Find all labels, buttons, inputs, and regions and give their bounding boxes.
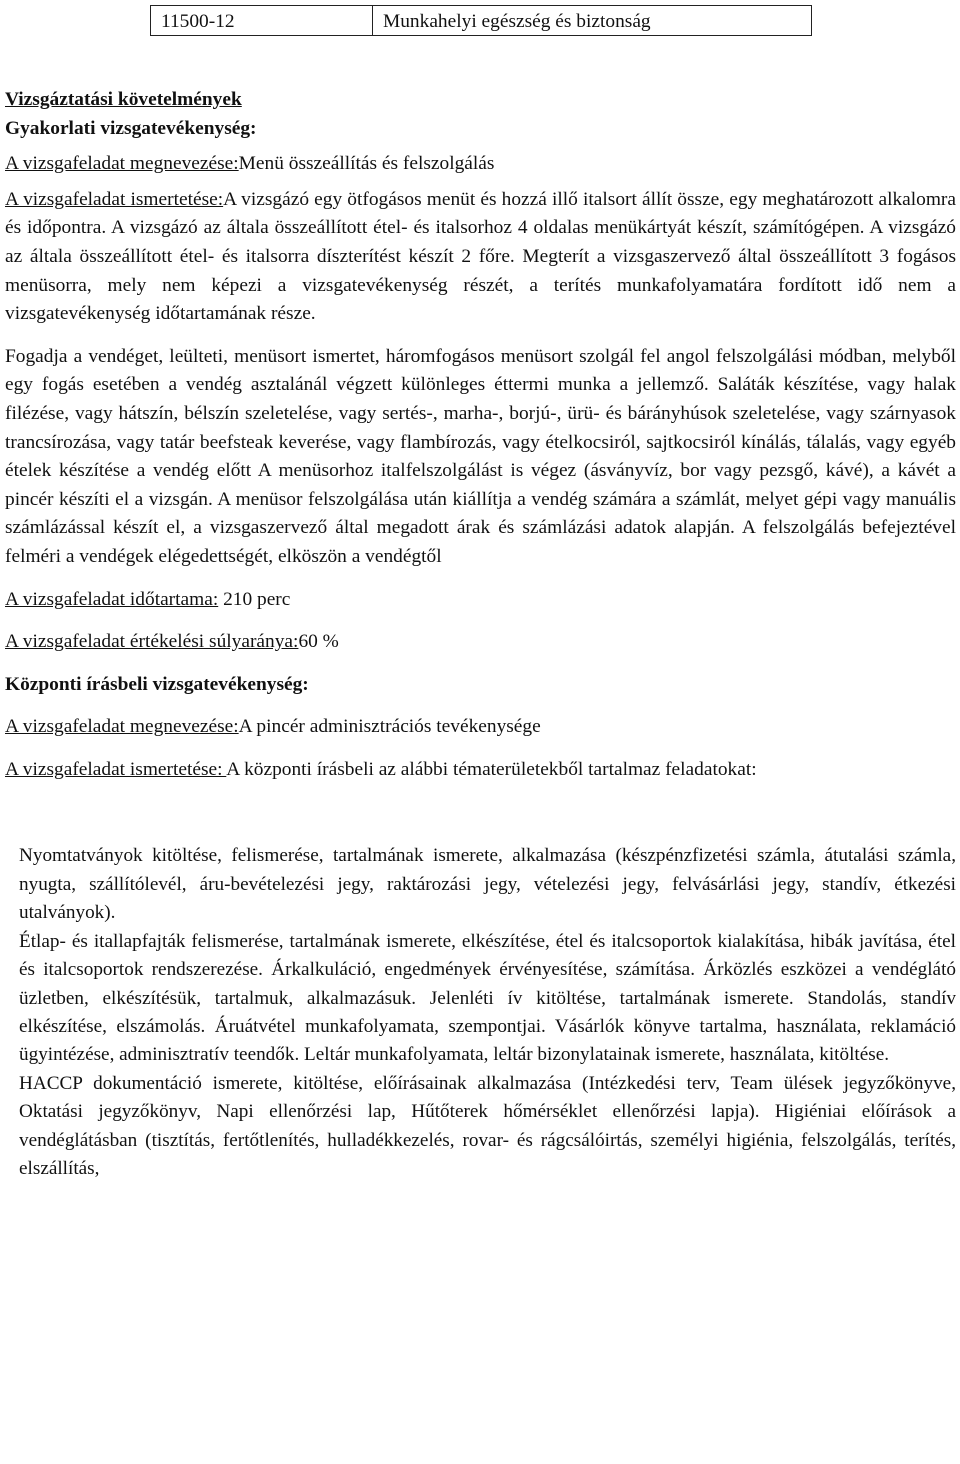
practical-name: [5, 150, 956, 179]
header-table: [150, 5, 812, 36]
practical-name-value: Menü összeállítás és felszolgálás: [238, 153, 495, 175]
written-description: [5, 756, 956, 785]
topic-paragraph: HACCP dokumentáció ismerete, kitöltése, előírásainak alkalmazása (Intézkedési terv, Team ülések jegyzőkönyve, Oktatási jegyzőkönyv, Napi ellenőrzési lap, Hűtőterek hőmérséklet ellenőrzési lapja). Higiéniai előírások a vendéglátásban (tisztítás, fertőtlenítés, hulladékkezelés, rovar- és rágcsálóirtás, személyi higiénia, felszolgálás, terítés, elszállítás,: [19, 1072, 956, 1179]
practical-desc-label: A vizsgafeladat ismertetése:: [5, 188, 224, 210]
written-desc-value: A központi írásbeli az alábbi tématerületekből tartalmaz feladatokat:: [226, 758, 757, 780]
practical-desc-value: A vizsgázó egy ötfogásos menüt és hozzá illő italsort állít össze, egy meghatározott alkalomra és időpontra. A vizsgázó az általa összeállított étel- és italsorhoz 4 oldalas menükártyát készít, számítógépen. A vizsgázó az általa összeállított étel- és italsorra díszterítést készít 2 főre. Megterít a vizsgaszervező által összeállított 3 fogásos menüsorra, mely nem képezi a vizsgatevékenység részét, a terítés munkafolyamatára fordított idő nem a vizsgatevékenység időtartamának része.: [5, 188, 956, 325]
practical-duration: [5, 586, 956, 615]
module-code: 11500-12: [151, 6, 373, 36]
practical-weight: [5, 628, 956, 657]
weight-label: A vizsgafeladat értékelési súlyaránya:: [5, 631, 299, 653]
header-row: [151, 6, 812, 36]
practical-paragraph: Fogadja a vendéget, leülteti, menüsort ismertet, háromfogásos menüsort szolgál fel angol felszolgálási módban, melyből egy fogás esetében a vendég asztalánál végzett különleges éttermi munka a jellemző. Saláták készítése, vagy halak filézése, vagy hátszín, bélszín szeletelése, vagy sertés-, marha-, borjú-, ürü- és bárányhúsok szeletelése, vagy szárnyasok trancsírozása, vagy tatár beefsteak keverése, vagy flambírozás, vagy ételkocsiról, sajtkocsiról kínálás, tálalás, vagy egyéb ételek készítése a vendég előtt A menüsorhoz italfelszolgálást is végez (ásványvíz, bor vagy pezsgő, kávé), a kávét a pincér készíti el a vizsgán. A menüsor felszolgálása után kiállítja a vendég számára a számlát, melyet gépi vagy manuális számlázással készít el, a vizsgaszervező által megadott árak és számlázási adatok alapján. A felszolgálás befejeztével felméri a vendégek elégedettségét, elköszön a vendégtől: [5, 345, 956, 567]
written-name-value: A pincér adminisztrációs tevékenysége: [238, 716, 541, 738]
written-name: [5, 713, 956, 742]
topic-paragraph: Étlap- és itallapfajták felismerése, tartalmának ismerete, elkészítése, étel és italcsoportok kialakítása, hibák javítása, étel és italcsoportok rendszerezése. Árkalkuláció, engedmények érvényesítése, számítása. Árközlés eszközei a vendéglátó üzletben, elkészítésük, tartalmuk, alkalmazásuk. Jelenléti ív kitöltése, tartalmának ismerete. Standolás, standív elkészítése, elszámolás. Áruátvétel munkafolyamata, szempontjai. Vásárlók könyve tartalma, használata, reklamáció ügyintézése, adminisztratív teendők. Leltár munkafolyamata, leltár bizonylatainak ismerete, használata, kitöltése.: [19, 930, 956, 1066]
document-body: [5, 86, 956, 1183]
duration-value: 210 perc: [218, 588, 291, 610]
section-title: Vizsgáztatási követelmények: [5, 89, 242, 110]
topic-paragraph: Nyomtatványok kitöltése, felismerése, tartalmának ismerete, alkalmazása (készpénzfizetési számla, átutalási számla, nyugta, szállítólevél, áru-bevételezési jegy, raktározási jegy, vételezési jegy, felvásárlási jegy, standív, étkezési utalványok).: [19, 845, 956, 924]
topics-list: [19, 842, 956, 1183]
written-heading: Központi írásbeli vizsgatevékenység:: [5, 673, 309, 695]
duration-label: A vizsgafeladat időtartama:: [5, 588, 219, 610]
weight-value: 60 %: [298, 631, 339, 653]
written-name-label: A vizsgafeladat megnevezése:: [5, 716, 239, 738]
module-title: Munkahelyi egészség és biztonság: [373, 6, 812, 36]
practical-heading: Gyakorlati vizsgatevékenység:: [5, 117, 257, 139]
practical-description: [5, 186, 956, 329]
practical-name-label: A vizsgafeladat megnevezése:: [5, 153, 239, 175]
written-desc-label: A vizsgafeladat ismertetése:: [5, 758, 227, 780]
